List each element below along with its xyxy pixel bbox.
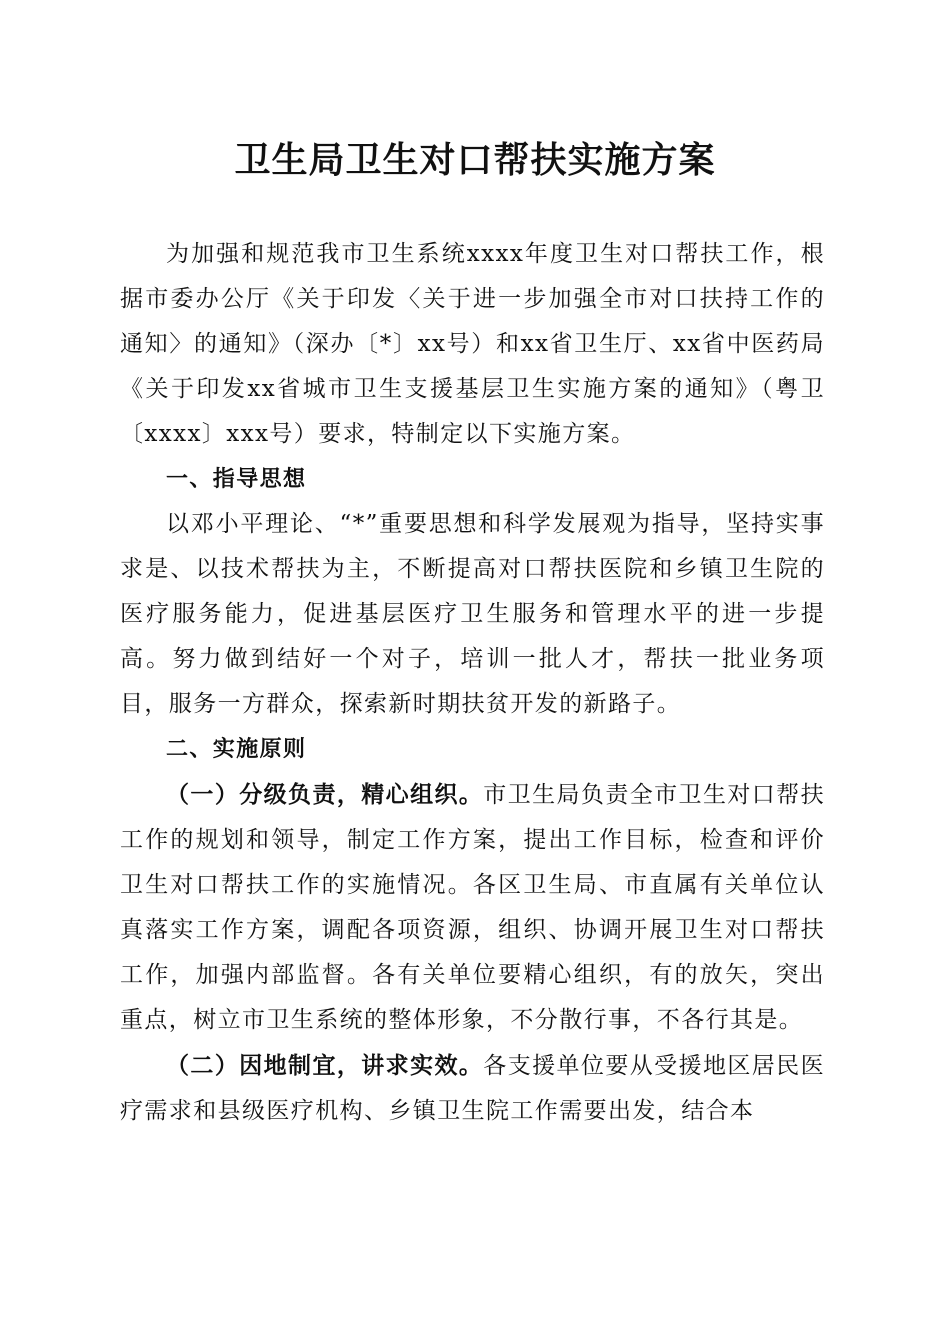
document-body [120, 232, 825, 1134]
principle-2-lead: （二）因地制宜，讲求实效。 [166, 1052, 484, 1079]
guiding-thought-paragraph: 以邓小平理论、“*”重要思想和科学发展观为指导，坚持实事求是、以技术帮扶为主，不断提高对口帮扶医院和乡镇卫生院的医疗服务能力，促进基层医疗卫生服务和管理水平的进一步提高。努力做到结好一个对子，培训一批人才，帮扶一批业务项目，服务一方群众，探索新时期扶贫开发的新路子。 [120, 511, 825, 717]
principle-2-paragraph [120, 1043, 825, 1134]
page-title: 卫生局卫生对口帮扶实施方案 [234, 139, 716, 181]
principle-1-lead: （一）分级负责，精心组织。 [166, 781, 484, 808]
section-heading-principles: 二、实施原则 [166, 737, 307, 762]
section-heading-guiding-thought: 一、指导思想 [166, 467, 307, 492]
principle-2-body: 各支援单位要从受援地区居民医疗需求和县级医疗机构、乡镇卫生院工作需要出发，结合本 [120, 1053, 825, 1124]
principle-1-body: 市卫生局负责全市卫生对口帮扶工作的规划和领导，制定工作方案，提出工作目标，检查和评价卫生对口帮扶工作的实施情况。各区卫生局、市直属有关单位认真落实工作方案，调配各项资源，组织、协调开展卫生对口帮扶工作，加强内部监督。各有关单位要精心组织，有的放矢，突出重点，树立市卫生系统的整体形象，不分散行事，不各行其是。 [120, 782, 825, 1033]
principle-1-paragraph [120, 772, 825, 1043]
intro-paragraph: 为加强和规范我市卫生系统xxxx年度卫生对口帮扶工作，根据市委办公厅《关于印发〈关于进一步加强全市对口扶持工作的通知〉的通知》（深办〔*〕xx号）和xx省卫生厅、xx省中医药局《关于印发xx省城市卫生支援基层卫生实施方案的通知》（粤卫〔xxxx〕xxx号）要求，特制定以下实施方案。 [120, 241, 825, 447]
